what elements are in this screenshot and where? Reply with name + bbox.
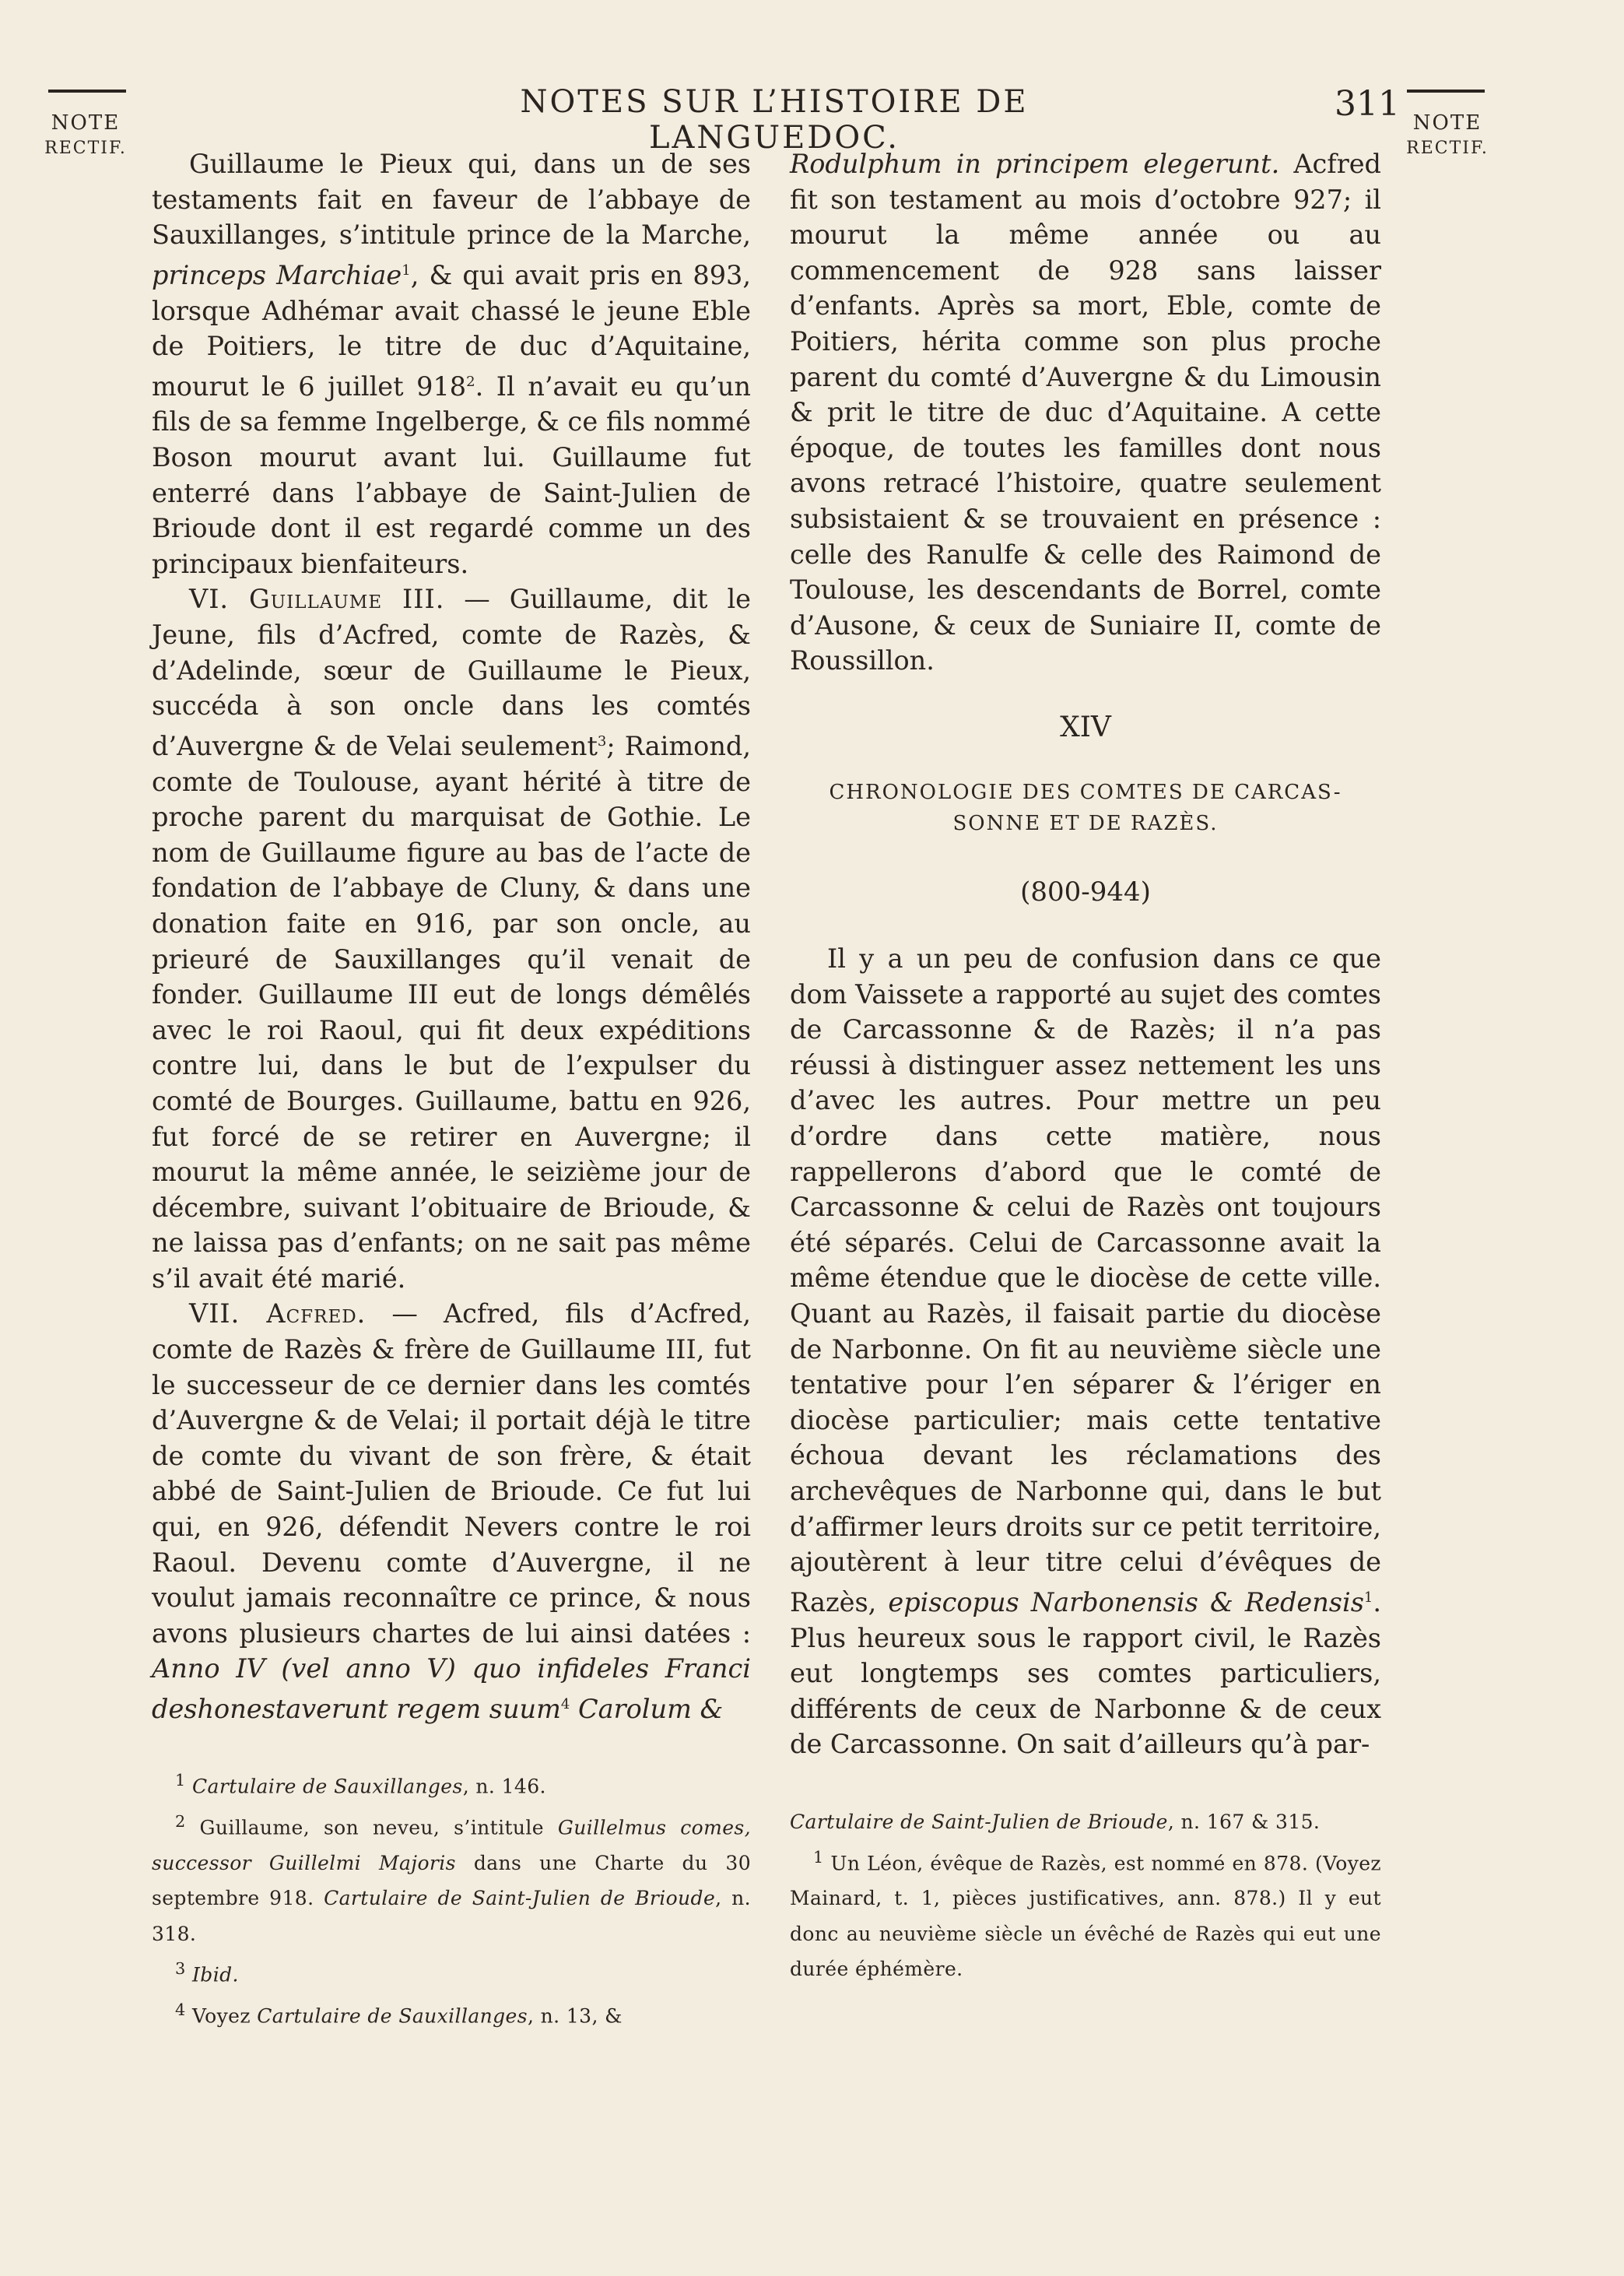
footnote-1-right: $^1$ Un Léon, évêque de Razès, est nommé en 878. (Voyez Mainard, t. 1, pièces justificatives, ann. 878.) Il y eut donc au neuvième siècle un évêché de Razès qui eut une durée éphémère. [790, 1847, 1381, 1981]
section-heading: VII. Acfred. [189, 1298, 367, 1329]
footnote-3: $^3$ Ibid. [175, 1959, 239, 1986]
margin-note-right [1401, 109, 1494, 161]
left-paragraph-2: VI. Guillaume III. — Guillaume, dit le Jeune, fils d’Acfred, comte de Razès, & d’Adelinde, sœur de Guillaume le Pieux, succéda à son oncle dans les comtés d’Auvergne & de Velai seulement$^3$; Raimond, comte de Toulouse, ayant hérité à titre de proche parent du marquisat de Gothie. Le nom de Guillaume figure au bas de l’acte de fondation de l’abbaye de Cluny, & dans une donation faite en 916, par son oncle, au prieuré de Sauxillanges qu’il venait de fonder. Guillaume III eut de longs démêlés avec le roi Raoul, qui fit deux expéditions contre lui, dans le but de l’expulser du comté de Bourges. Guillaume, battu en 926, fut forcé de se retirer en Auvergne; il mourut la même année, le seizième jour de décembre, suivant l’obituaire de Brioude, & ne laissa pas d’enfants; on ne sait pas même s’il avait été marié. [152, 584, 752, 1294]
margin-rule-left [48, 90, 126, 93]
footnote-1: $^1$ Cartulaire de Sauxillanges, n. 146. [175, 1771, 546, 1798]
right-paragraph-2: Il y a un peu de confusion dans ce que dom Vaissete a rapporté au sujet des comtes de Carcassonne & de Razès; il n’a pas réussi à distinguer assez nettement les uns d’avec les autres. Pour mettre un peu d’ordre dans cette matière, nous rappellerons d’abord que le comté de Carcassonne & celui de Razès ont toujours été séparés. Celui de Carcassonne avait la même étendue que le diocèse de cette ville. Quant au Razès, il faisait partie du diocèse de Narbonne. On fit au neuvième siècle une tentative pour l’en séparer & l’ériger en diocèse particulier; mais cette tentative échoua devant les réclamations des archevêques de Narbonne qui, dans le but d’affirmer leurs droits sur ce petit territoire, ajoutèrent à leur titre celui d’évêques de Razès, episcopus Narbonensis & Redensis$^1$. Plus heureux sous le rapport civil, le Razès eut longtemps ses comtes particuliers, différents de ceux de Narbonne & de ceux de Carcassonne. On sait d’ailleurs qu’à par- [790, 943, 1381, 1760]
right-paragraph-1: Rodulphum in principem elegerunt. Acfred fit son testament au mois d’octobre 927; il mourut la même année ou au commencement de 928 sans laisser d’enfants. Après sa mort, Eble, comte de Poitiers, hérita comme son plus proche parent du comté d’Auvergne & du Limousin & prit le titre de duc d’Aquitaine. A cette époque, de toutes les familles dont nous avons retracé l’histoire, quatre seulement subsistaient & se trouvaient en présence : celle des Ranulfe & celle des Raimond de Toulouse, les descendants de Borrel, comte d’Ausone, & ceux de Suniaire II, comte de Roussillon. [790, 149, 1381, 676]
section-heading: VI. Guillaume III. [189, 584, 445, 615]
section-title-line-1: CHRONOLOGIE DES COMTES DE CARCAS- [829, 780, 1342, 804]
footnote-continuation: Cartulaire de Saint-Julien de Brioude, n. 167 & 315. [790, 1811, 1321, 1833]
margin-note-right-line1: NOTE [1412, 111, 1482, 135]
margin-note-left-line1: NOTE [51, 111, 121, 135]
margin-note-left-line2: RECTIF. [44, 139, 127, 159]
right-column [790, 146, 1381, 1762]
footnote-4: $^4$ Voyez Cartulaire de Sauxillanges, n. 13, & [175, 2000, 623, 2028]
footnote-2: $^2$ Guillaume, son neveu, s’intitule Guillelmus comes, successor Guillelmi Majoris dans une Charte du 30 septembre 918. Cartulaire de Saint-Julien de Brioude, n. 318. [152, 1811, 752, 1945]
section-title [790, 777, 1381, 839]
footnotes-left [152, 1763, 751, 2034]
left-paragraph-3: VII. Acfred. — Acfred, fils d’Acfred, comte de Razès & frère de Guillaume III, fut le successeur de ce dernier dans les comtés d’Auvergne & de Velai; il portait déjà le titre de comte du vivant de son frère, & était abbé de Saint-Julien de Brioude. Ce fut lui qui, en 926, défendit Nevers contre le roi Raoul. Devenu comte d’Auvergne, il ne voulut jamais reconnaître ce prince, & nous avons plusieurs chartes de lui ainsi datées : Anno IV (vel anno V) quo infideles Franci deshonestaverunt regem suum$^4$ Carolum & [152, 1298, 752, 1725]
running-head: NOTES SUR L’HISTOIRE DE LANGUEDOC. [520, 84, 1029, 156]
margin-note-right-line2: RECTIF. [1406, 139, 1489, 159]
section-title-line-2: SONNE ET DE RAZÈS. [952, 811, 1219, 835]
margin-rule-right [1407, 90, 1485, 93]
section-dates: (800-944) [1020, 876, 1151, 908]
footnotes-right [790, 1804, 1381, 1987]
margin-note-left [39, 109, 132, 161]
section-number: XIV [1060, 711, 1111, 743]
left-column [152, 146, 751, 1727]
page-number: 311 [1335, 84, 1400, 124]
left-paragraph-1: Guillaume le Pieux qui, dans un de ses testaments fait en faveur de l’abbaye de Sauxillanges, s’intitule prince de la Marche, princeps Marchiae$^1$, & qui avait pris en 893, lorsque Adhémar avait chassé le jeune Eble de Poitiers, le titre de duc d’Aquitaine, mourut le 6 juillet $918^2$. Il n’avait eu qu’un fils de sa femme Ingelberge, & ce fils nommé Boson mourut avant lui. Guillaume fut enterré dans l’abbaye de Saint-Julien de Brioude dont il est regardé comme un des principaux bienfaiteurs. [152, 149, 752, 579]
